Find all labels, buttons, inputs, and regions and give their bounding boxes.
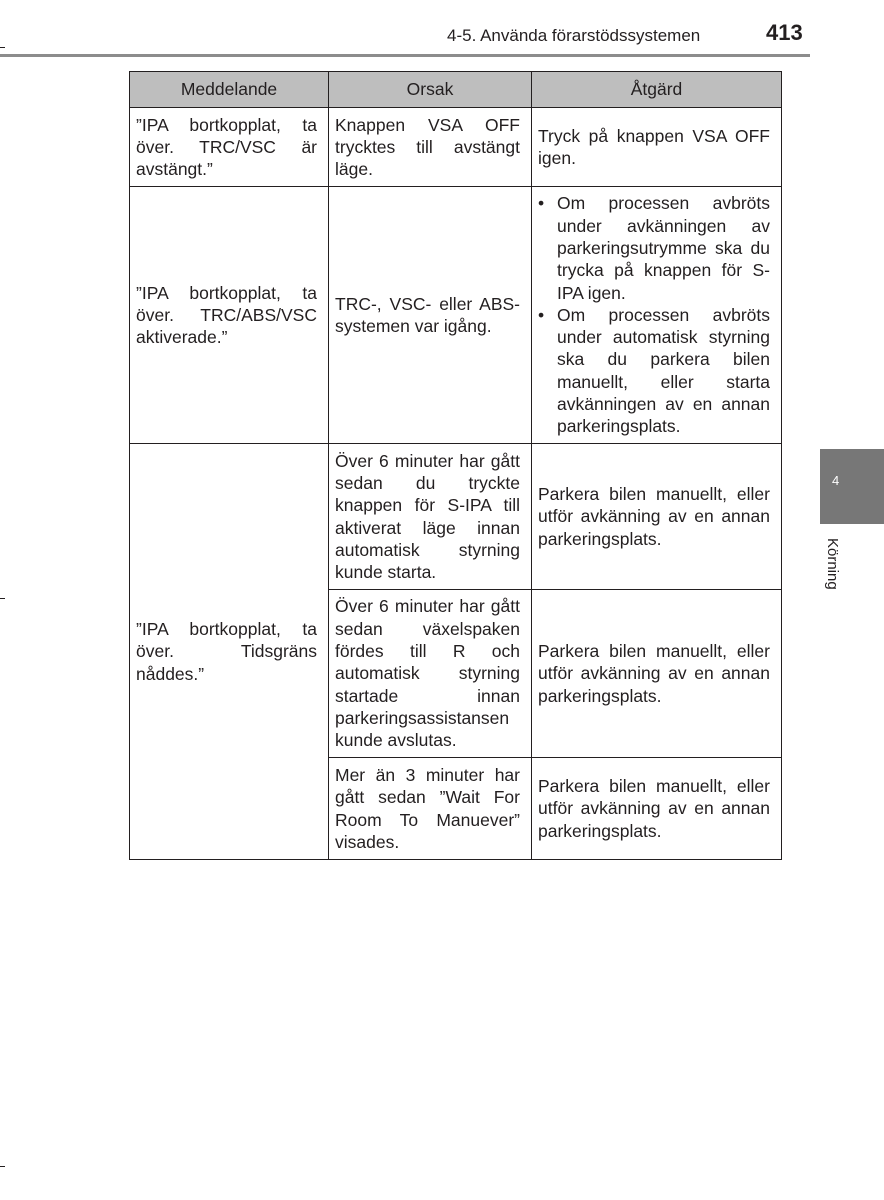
chapter-number: 4 — [832, 473, 840, 488]
table-row — [130, 108, 782, 187]
action-cell: Tryck på knappen VSA OFF igen. — [532, 108, 782, 187]
chapter-tab — [820, 449, 884, 524]
chapter-label: Körning — [824, 538, 841, 590]
cause-cell: TRC-, VSC- eller ABS-systemen var igång. — [329, 187, 532, 444]
crop-mark — [0, 47, 5, 48]
header-meddelande: Meddelande — [130, 72, 329, 108]
cause-cell: Knappen VSA OFF trycktes till avstängt läge. — [329, 108, 532, 187]
table-header-row — [130, 72, 782, 108]
section-title: 4-5. Använda förarstödssystemen — [447, 26, 701, 45]
message-cell: ”IPA bortkopplat, ta över. TRC/VSC är avstängt.” — [130, 108, 329, 187]
cause-cell: Mer än 3 minuter har gått sedan ”Wait For Room To Manuever” visades. — [329, 758, 532, 860]
page-number: 413 — [766, 20, 803, 45]
action-cell — [532, 187, 782, 444]
crop-mark — [0, 1166, 5, 1167]
table-row — [130, 187, 782, 444]
list-item: • Om processen avbröts under avkänningen av parkeringsutrymme ska du trycka på knappen för S-IPA igen. — [538, 192, 770, 303]
message-cell: ”IPA bortkopplat, ta över. TRC/ABS/VSC aktiverade.” — [130, 187, 329, 444]
action-cell: Parkera bilen manuellt, eller utför avkänning av en annan parkeringsplats. — [532, 444, 782, 590]
header-atgard: Åtgärd — [532, 72, 782, 108]
header-orsak: Orsak — [329, 72, 532, 108]
crop-mark — [0, 598, 5, 599]
message-table — [129, 71, 782, 860]
action-bullet-list — [538, 192, 770, 437]
header-divider — [0, 54, 810, 57]
action-cell: Parkera bilen manuellt, eller utför avkänning av en annan parkeringsplats. — [532, 758, 782, 860]
list-item: • Om processen avbröts under automatisk styrning ska du parkera bilen manuellt, eller starta avkänningen av en annan parkeringsplats. — [538, 304, 770, 438]
table-row — [130, 444, 782, 590]
message-cell: ”IPA bortkopplat, ta över. Tidsgräns nåddes.” — [130, 444, 329, 860]
action-cell: Parkera bilen manuellt, eller utför avkänning av en annan parkeringsplats. — [532, 590, 782, 758]
cause-cell: Över 6 minuter har gått sedan du tryckte knappen för S-IPA till aktiverat läge innan automatisk styrning kunde starta. — [329, 444, 532, 590]
cause-cell: Över 6 minuter har gått sedan växelspaken fördes till R och automatisk styrning startade innan parkeringsassistansen kunde avslutas. — [329, 590, 532, 758]
